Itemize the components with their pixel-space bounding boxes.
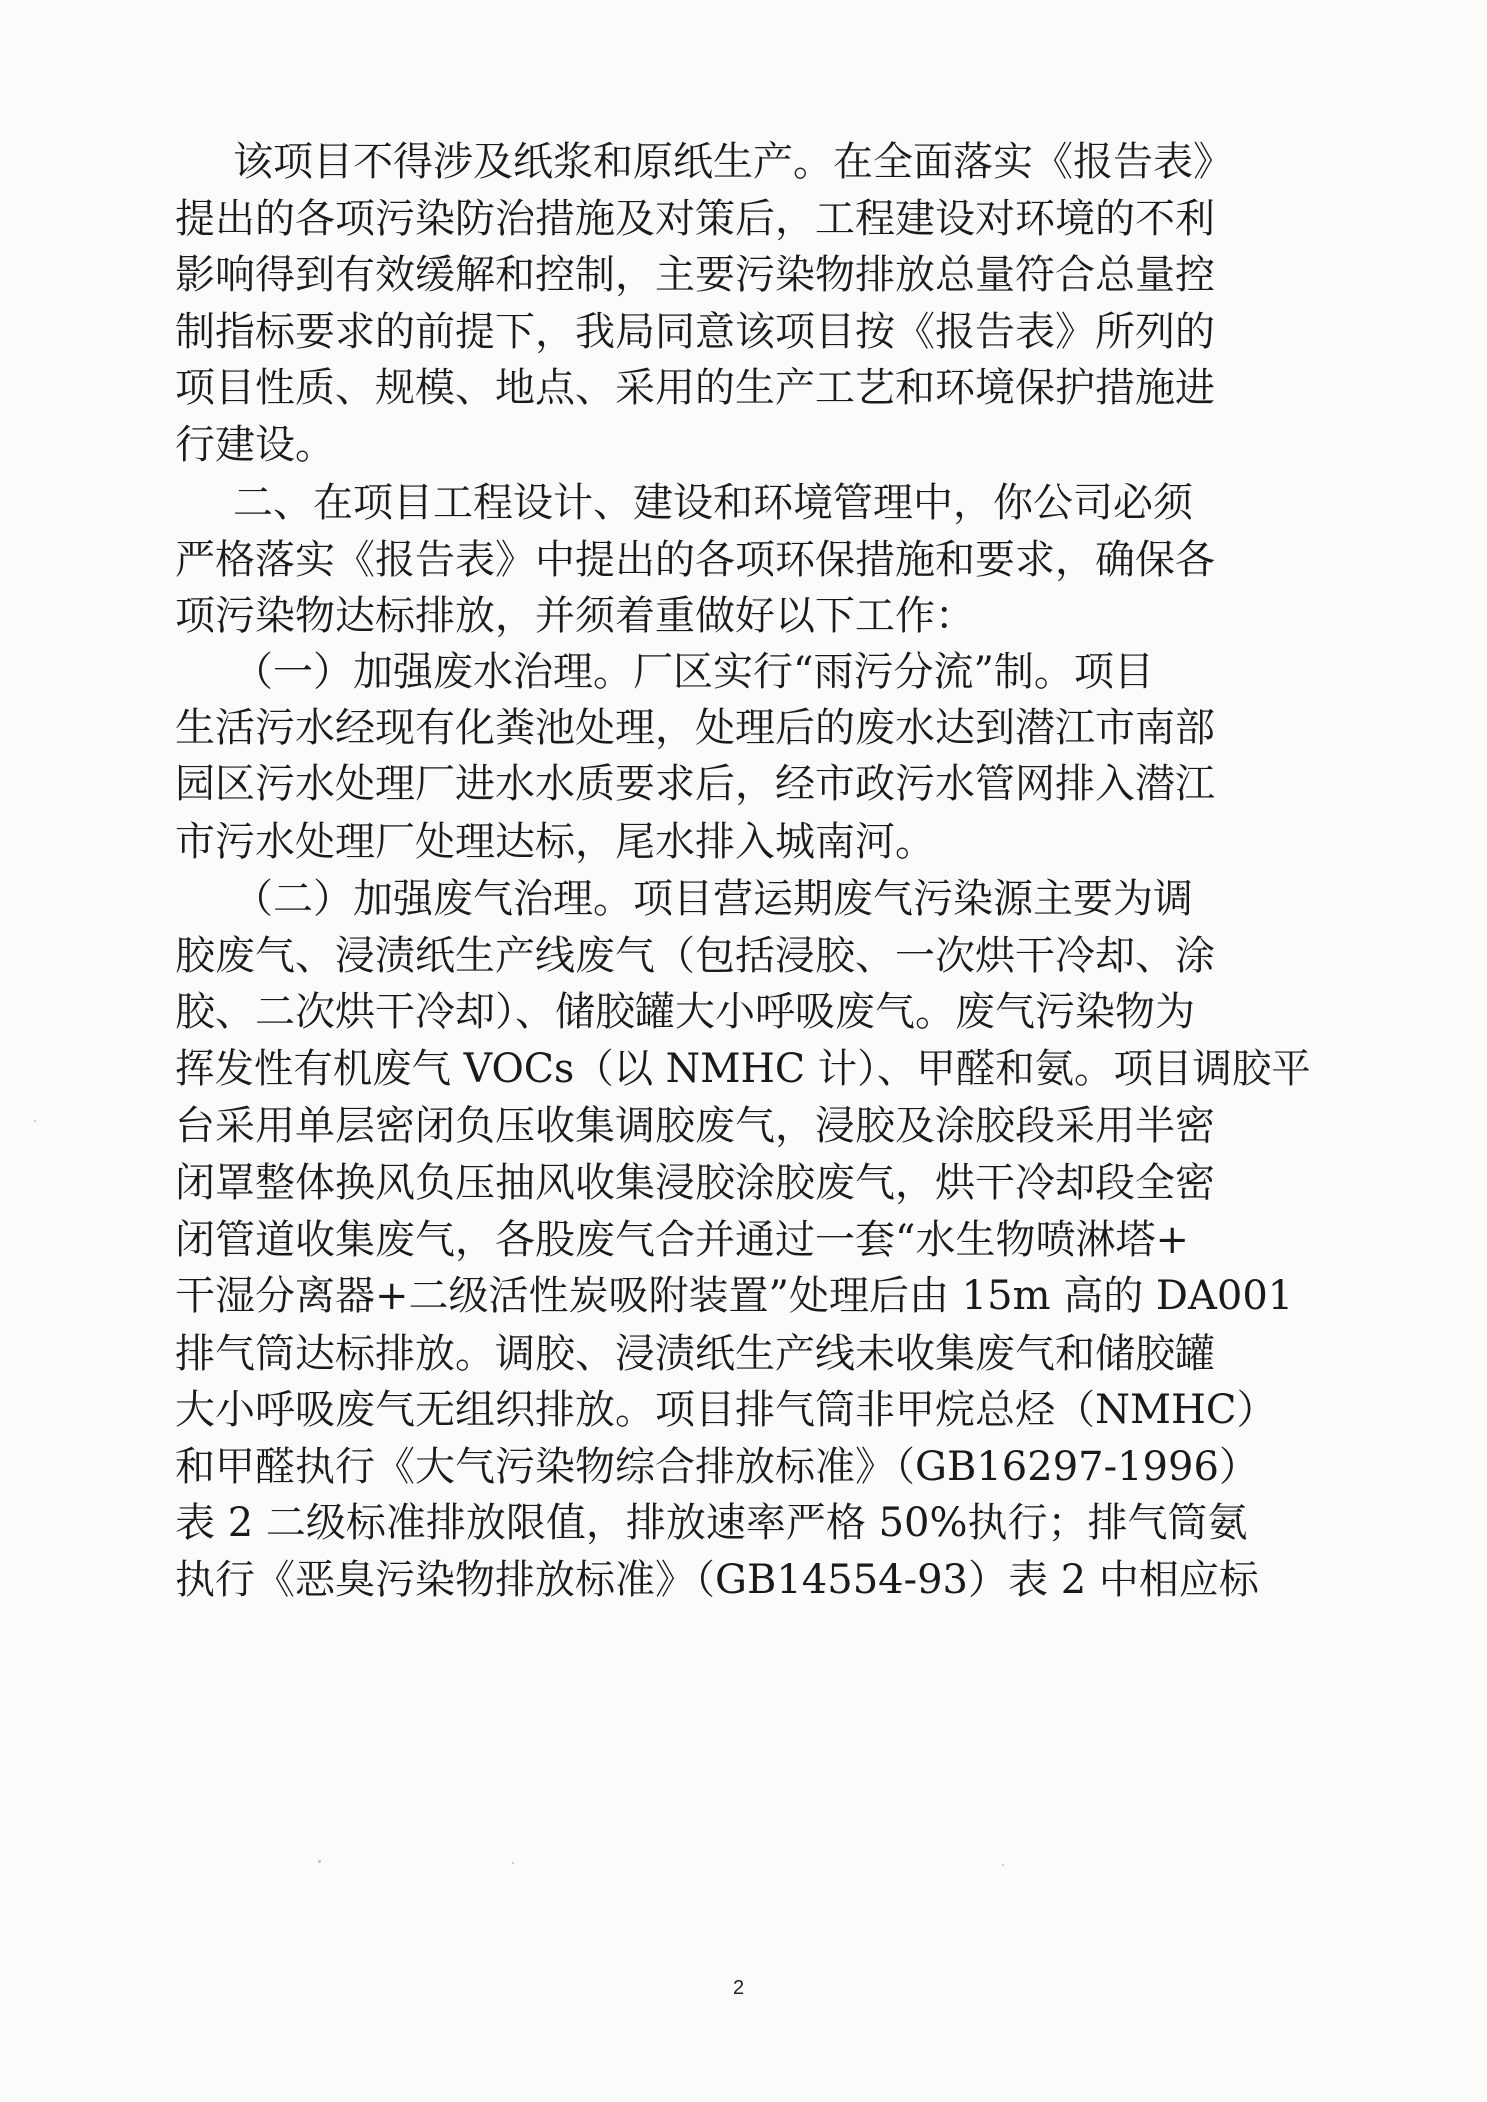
text-line-24: 和甲醛执行《大气污染物综合排放标准》（GB16297-1996） [175,1444,1259,1490]
text-line-21: 干湿分离器+二级活性炭吸附装置”处理后由 15m 高的 DA001 [175,1273,1294,1319]
scan-speck [512,1862,514,1864]
text-line-20: 闭管道收集废气，各股废气合并通过一套“水生物喷淋塔+ [175,1217,1189,1263]
text-line-22: 排气筒达标排放。调胶、浸渍纸生产线未收集废气和储胶罐 [175,1331,1215,1377]
text-line-17: 挥发性有机废气 VOCs（以 NMHC 计）、甲醛和氨。项目调胶平 [175,1046,1311,1092]
text-line-7: 二、在项目工程设计、建设和环境管理中，你公司必须 [233,480,1193,526]
text-line-2: 提出的各项污染防治措施及对策后，工程建设对环境的不利 [175,196,1215,242]
text-line-19: 闭罩整体换风负压抽风收集浸胶涂胶废气，烘干冷却段全密 [175,1160,1215,1206]
text-line-1: 该项目不得涉及纸浆和原纸生产。在全面落实《报告表》 [233,139,1233,185]
text-line-8: 严格落实《报告表》中提出的各项环保措施和要求，确保各 [175,537,1215,583]
text-line-14: （二）加强废气治理。项目营运期废气污染源主要为调 [233,876,1193,922]
text-line-16: 胶、二次烘干冷却）、储胶罐大小呼吸废气。废气污染物为 [175,989,1195,1035]
text-line-6: 行建设。 [175,422,335,468]
text-line-23: 大小呼吸废气无组织排放。项目排气筒非甲烷总烃（NMHC） [175,1387,1277,1433]
text-line-5: 项目性质、规模、地点、采用的生产工艺和环境保护措施进 [175,365,1215,411]
scan-speck [34,1120,36,1122]
scan-speck [318,1860,321,1863]
page-number: 2 [733,1977,745,1999]
scan-speck [1002,1864,1004,1866]
text-line-18: 台采用单层密闭负压收集调胶废气，浸胶及涂胶段采用半密 [175,1103,1215,1149]
text-line-15: 胶废气、浸渍纸生产线废气（包括浸胶、一次烘干冷却、涂 [175,933,1215,979]
text-line-13: 市污水处理厂处理达标，尾水排入城南河。 [175,819,935,865]
text-line-12: 园区污水处理厂进水水质要求后，经市政污水管网排入潜江 [175,761,1215,807]
text-line-10: （一）加强废水治理。厂区实行“雨污分流”制。项目 [233,649,1154,695]
text-line-3: 影响得到有效缓解和控制，主要污染物排放总量符合总量控 [175,252,1215,298]
text-line-4: 制指标要求的前提下，我局同意该项目按《报告表》所列的 [175,309,1215,355]
text-line-25: 表 2 二级标准排放限值，排放速率严格 50%执行；排气筒氨 [175,1500,1248,1546]
text-line-11: 生活污水经现有化粪池处理，处理后的废水达到潜江市南部 [175,705,1215,751]
text-line-26: 执行《恶臭污染物排放标准》（GB14554-93）表 2 中相应标 [175,1557,1259,1603]
text-line-9: 项污染物达标排放，并须着重做好以下工作： [175,593,975,639]
